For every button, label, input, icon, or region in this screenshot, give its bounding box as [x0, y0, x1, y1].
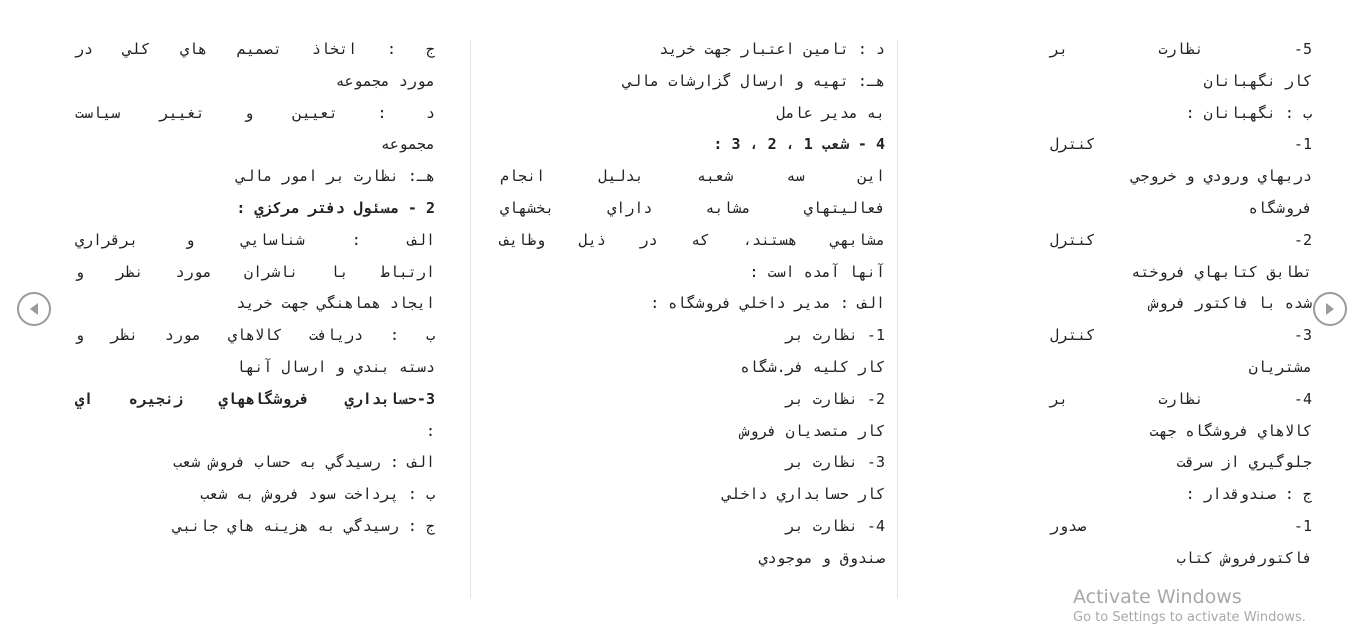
text-line: 4- نظارت بر [785, 516, 885, 535]
previous-page-button[interactable] [17, 292, 51, 326]
text-line: مشابهي هستند، كه در ذيل وظايف [500, 230, 885, 249]
text-line: 2- كنترل [1050, 230, 1312, 249]
text-line: دربهاي ورودي و خروجي [1131, 167, 1312, 186]
text-line: 4 - شعب 1 ، 2 ، 3 : [713, 135, 885, 154]
text-line: 1- كنترل [1050, 135, 1312, 154]
document-column-right [1050, 34, 1312, 575]
text-line: ايجاد هماهنگي جهت خريد [236, 294, 435, 313]
text-line: هـ: نظارت بر امور مالي [236, 167, 435, 186]
text-line: دسته بندي و ارسال آنها [236, 357, 435, 376]
text-line: 3- نظارت بر [785, 453, 885, 472]
text-line: الف : مدير داخلي فروشگاه : [650, 294, 885, 313]
text-line: كار متصديان فروش [740, 421, 885, 440]
watermark-title: Activate Windows [1073, 586, 1242, 608]
text-line: ارتباط با ناشران مورد نظر و [75, 262, 435, 281]
text-line: فاكتورفروش كتاب [1176, 548, 1312, 567]
text-line: صندوق و موجودي [758, 548, 885, 567]
text-line: جلوگيري از سرقت [1176, 453, 1312, 472]
text-line: اين سه شعبه بدليل انجام [500, 167, 885, 186]
text-line: آنها آمده است : [749, 262, 885, 281]
text-line: به مدير عامل [776, 103, 885, 122]
text-line: هـ: تهيه و ارسال گزارشات مالي [623, 71, 885, 90]
text-line: ج : اتخاذ تصميم هاي كلي در [75, 40, 435, 58]
text-line: الف : شناسايي و برقراري [75, 230, 435, 249]
text-line: د : تعيين و تغيير سياست [75, 103, 435, 122]
document-column-left [75, 34, 435, 543]
text-line: ب : پرداخت سود فروش به شعب [200, 485, 435, 504]
text-line: ب : دريافت كالاهاي مورد نظر و [75, 326, 435, 345]
text-line: كار كليه فر.شگاه [740, 357, 885, 376]
text-line: 5- نظارت بر [1050, 40, 1312, 58]
text-line: مشتريان [1248, 357, 1312, 376]
text-line: كار حسابداري داخلي [722, 485, 885, 504]
text-line: 3- كنترل [1050, 326, 1312, 345]
document-column-middle [500, 34, 885, 575]
text-line: ج : رسيدگي به هزينه هاي جانبي [173, 516, 435, 535]
text-line: 1- صدور [1050, 516, 1312, 535]
text-line: 4- نظارت بر [1050, 389, 1312, 408]
chevron-right-icon [1324, 302, 1336, 316]
text-line: ج : صندوقدار : [1185, 485, 1312, 504]
text-line: ب : نگهبانان : [1185, 103, 1312, 122]
text-line: كالاهاي فروشگاه جهت [1149, 421, 1312, 440]
text-line: 2- نظارت بر [785, 389, 885, 408]
text-line: الف : رسيدگي به حساب فروش شعب [173, 453, 435, 472]
text-line: 1- نظارت بر [785, 326, 885, 345]
text-line: : [425, 421, 435, 440]
text-line: فعاليتهاي مشابه داراي بخشهاي [500, 198, 885, 217]
text-line: تطابق كتابهاي فروخته [1131, 262, 1312, 281]
text-line: مورد مجموعه [335, 71, 435, 90]
text-line: د : تامين اعتبار جهت خريد [659, 40, 885, 58]
text-line: فروشگاه [1248, 198, 1312, 217]
column-divider [897, 40, 898, 598]
column-divider [470, 40, 471, 598]
text-line: كار نگهبانان [1203, 71, 1312, 90]
text-line: شده با فاكتور فروش [1149, 294, 1312, 313]
text-line: 2 - مسئول دفتر مركزي : [236, 198, 435, 217]
text-line: 3-حسابداري فروشگاههاي زنجيره اي [75, 389, 435, 408]
next-page-button[interactable] [1313, 292, 1347, 326]
chevron-left-icon [28, 302, 40, 316]
watermark-subtitle: Go to Settings to activate Windows. [1073, 610, 1306, 625]
text-line: مجموعه [380, 135, 435, 154]
